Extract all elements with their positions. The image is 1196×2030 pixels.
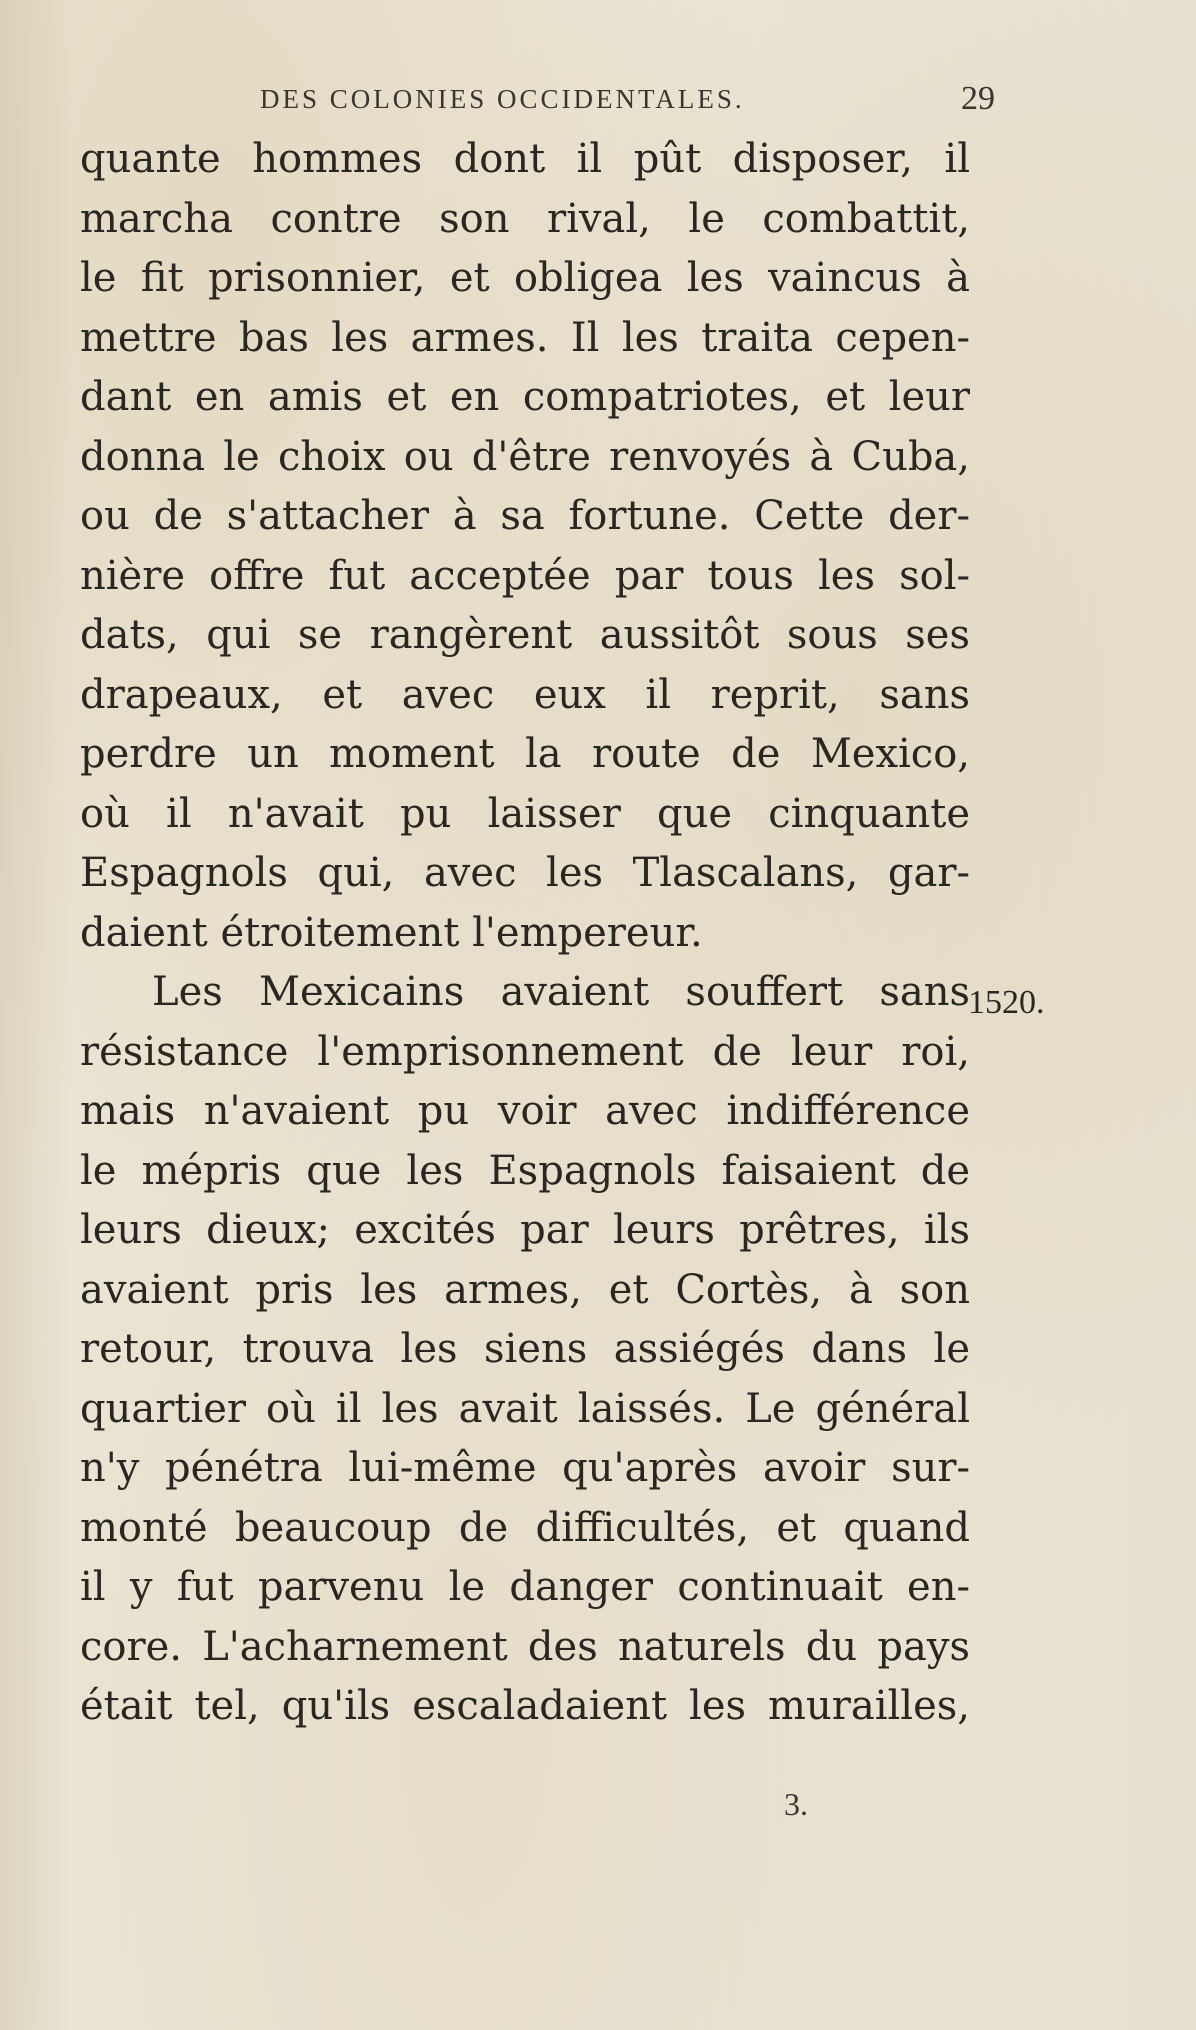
text-line: mais n'avaient pu voir avec indifférence	[80, 1088, 970, 1134]
text-line: Espagnols qui, avec les Tlascalans, gar-	[80, 850, 970, 896]
text-line: était tel, qu'ils escaladaient les murailles,	[80, 1683, 970, 1729]
running-head	[80, 80, 995, 124]
text-line: résistance l'emprisonnement de leur roi,	[80, 1028, 970, 1075]
text-line: n'y pénétra lui-même qu'après avoir sur-	[80, 1445, 970, 1491]
text-line: leurs dieux; excités par leurs prêtres, ils	[80, 1207, 970, 1253]
marginal-year: 1520.	[968, 984, 1045, 1021]
text-line: quartier où il les avait laissés. Le général	[80, 1385, 970, 1432]
text-line: où il n'avait pu laisser que cinquante	[80, 790, 970, 837]
paragraph-last-line: daient étroitement l'empereur.	[80, 909, 703, 956]
text-line: avaient pris les armes, et Cortès, à son	[80, 1266, 970, 1313]
paragraph-first-line: Les Mexicains avaient souffert sans	[152, 969, 970, 1015]
text-line: nière offre fut acceptée par tous les sol-	[80, 552, 970, 599]
text-line: drapeaux, et avec eux il reprit, sans	[80, 671, 970, 718]
text-line: marcha contre son rival, le combattit,	[80, 195, 970, 242]
text-line: core. L'acharnement des naturels du pays	[80, 1623, 970, 1670]
page-number: 29	[961, 80, 995, 117]
body-text	[80, 130, 1000, 1737]
text-line: retour, trouva les siens assiégés dans le	[80, 1326, 970, 1372]
text-line: mettre bas les armes. Il les traita cepen-	[80, 314, 970, 361]
text-line: le mépris que les Espagnols faisaient de	[80, 1147, 970, 1194]
text-line: le fit prisonnier, et obligea les vaincus à	[80, 255, 970, 301]
text-line: ou de s'attacher à sa fortune. Cette der-	[80, 493, 970, 539]
text-line: perdre un moment la route de Mexico,	[80, 731, 970, 777]
running-title: DES COLONIES OCCIDENTALES.	[260, 84, 745, 114]
text-line: monté beaucoup de difficultés, et quand	[80, 1504, 970, 1551]
signature-mark: 3.	[784, 1786, 808, 1822]
text-line: quante hommes dont il pût disposer, il	[80, 136, 970, 182]
text-line: dats, qui se rangèrent aussitôt sous ses	[80, 612, 970, 658]
text-line: dant en amis et en compatriotes, et leur	[80, 374, 970, 420]
text-line: il y fut parvenu le danger continuait en-	[80, 1564, 970, 1610]
text-line: donna le choix ou d'être renvoyés à Cuba,	[80, 433, 970, 480]
